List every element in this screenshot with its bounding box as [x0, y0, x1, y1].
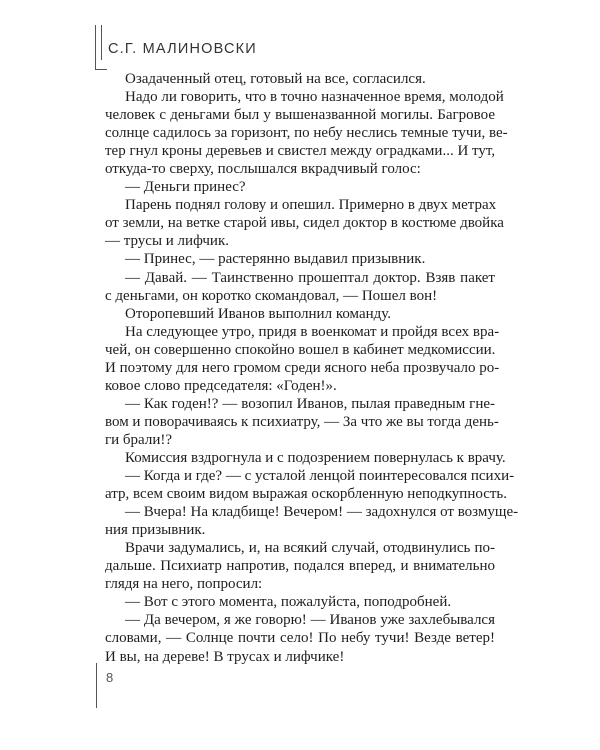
text-line: атр, всем своим видом выражая оскорбленную неподкупность. — [105, 486, 508, 503]
text-line: — Деньги принес? — [125, 179, 246, 196]
text-line: вом и поворачиваясь к психиатру, — За что же вы тогда день- — [105, 413, 499, 430]
text-line: И вы, на дереве! В трусах и лифчике! — [105, 648, 345, 665]
text-line: тер гнул кроны деревьев и свистел между оградками... И тут, — [105, 143, 496, 160]
text-line: — Принес, — растерянно выдавил призывник. — [125, 251, 426, 268]
text-line: И поэтому для него громом среди ясного неба прозвучало ро- — [105, 359, 500, 376]
text-line: — Когда и где? — с усталой ленцой поинтересовался психи- — [125, 468, 515, 485]
text-line: от земли, на ветке старой ивы, сидел доктор в костюме двойка — [105, 215, 504, 232]
running-header-author: С.Г. МАЛИНОВСКИ — [108, 41, 257, 57]
header-rule-left-outer — [95, 25, 96, 70]
text-line: — Давай. — Таинственно прошептал доктор. Взяв пакет — [125, 269, 495, 286]
body-text — [105, 70, 519, 666]
text-line: ния призывник. — [105, 522, 206, 539]
text-line: чей, он совершенно спокойно вошел в кабинет медкомиссии. — [105, 341, 496, 358]
header-rule-left-inner — [101, 25, 102, 60]
text-line: дальше. Психиатр напротив, подался вперед, и внимательно — [105, 558, 495, 575]
text-line: Озадаченный отец, готовый на все, согласился. — [125, 71, 426, 87]
text-line: солнце садилось за горизонт, по небу неслись темные тучи, ве- — [105, 125, 508, 142]
text-line: Надо ли говорить, что в точно назначенное время, молодой — [125, 89, 504, 106]
text-line: ги брали!? — [105, 431, 173, 448]
text-line: с деньгами, он коротко скомандовал, — Пошел вон! — [105, 287, 438, 304]
text-line: словами, — Солнце почти село! По небу тучи! Везде ветер! — [105, 630, 495, 647]
text-line: — Вот с этого момента, пожалуйста, поподробней. — [125, 594, 452, 611]
text-line: ковое слово председателя: «Годен!». — [105, 377, 337, 394]
text-line: Комиссия вздрогнула и с подозрением повернулась к врачу. — [125, 449, 506, 466]
text-line: — трусы и лифчик. — [105, 233, 229, 250]
text-line: глядя на него, попросил: — [105, 576, 263, 593]
text-line: Врачи задумались, и, на всякий случай, отодвинулись по- — [125, 540, 495, 557]
footer-rule — [96, 663, 97, 708]
text-line: человек с деньгами был у вышеназванной могилы. Багровое — [105, 107, 495, 124]
text-line: На следующее утро, придя в военкомат и пройдя всех вра- — [125, 323, 500, 340]
text-line: Оторопевший Иванов выполнил команду. — [125, 305, 392, 322]
text-line: — Вчера! На кладбище! Вечером! — задохнулся от возмуще- — [125, 504, 519, 521]
page-number: 8 — [106, 670, 114, 685]
text-line: откуда-то сверху, послышался вкрадчивый голос: — [105, 161, 421, 178]
text-line: — Да вечером, я же говорю! — Иванов уже захлебывался — [125, 612, 495, 629]
text-line: — Как годен!? — возопил Иванов, пылая праведным гне- — [125, 395, 495, 412]
text-line: Парень поднял голову и опешил. Примерно в двух метрах — [125, 197, 497, 214]
